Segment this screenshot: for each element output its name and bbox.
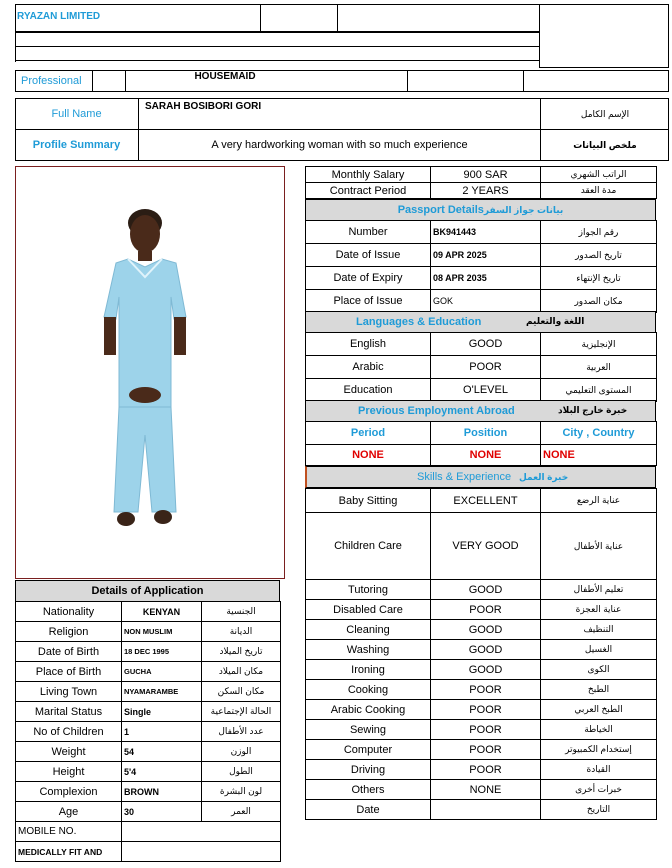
header-box-3: [337, 4, 540, 32]
issue-date-ar: تاريخ الصدور: [541, 244, 657, 267]
skill-value: POOR: [431, 720, 541, 740]
app-label: Weight: [16, 742, 122, 762]
app-ar: مكان السكن: [202, 682, 281, 702]
rule: [15, 46, 540, 47]
employment-table: [305, 421, 657, 466]
employment-header: [305, 400, 656, 422]
english-label: English: [306, 333, 431, 356]
passport-header: [305, 199, 656, 221]
app-label: Religion: [16, 622, 122, 642]
skill-ar: خبرات أخرى: [541, 780, 657, 800]
contract-value: 2 YEARS: [431, 183, 541, 199]
profile-ar: ملخص البيانات: [573, 139, 637, 150]
skill-value: GOOD: [431, 620, 541, 640]
app-ar: الديانة: [202, 622, 281, 642]
education-value: O'LEVEL: [431, 379, 541, 402]
skill-value: GOOD: [431, 640, 541, 660]
skill-ar: عناية العجزة: [541, 600, 657, 620]
profession-box-5: [523, 70, 669, 92]
skill-label: Baby Sitting: [306, 489, 431, 513]
salary-label: Monthly Salary: [306, 167, 431, 183]
passport-title: Passport Details: [397, 204, 484, 216]
medical-value: [122, 842, 281, 862]
medical-label: MEDICALLY FIT AND: [16, 842, 122, 862]
skill-value: EXCELLENT: [431, 489, 541, 513]
passport-number-label: Number: [306, 221, 431, 244]
english-ar: الإنجليزية: [541, 333, 657, 356]
app-label: Complexion: [16, 782, 122, 802]
salary-table: [305, 166, 657, 199]
skill-value: POOR: [431, 680, 541, 700]
app-label: Nationality: [16, 602, 122, 622]
arabic-value: POOR: [431, 356, 541, 379]
arabic-ar: العربية: [541, 356, 657, 379]
contract-label: Contract Period: [306, 183, 431, 199]
languages-title: Languages & Education: [356, 316, 482, 328]
app-ar: لون البشرة: [202, 782, 281, 802]
expiry-date: 08 APR 2035: [431, 267, 541, 290]
skill-ar: الطبخ العربي: [541, 700, 657, 720]
skill-value: POOR: [431, 600, 541, 620]
skill-ar: الطبخ: [541, 680, 657, 700]
contract-ar: مدة العقد: [541, 183, 657, 199]
skill-ar: الغسيل: [541, 640, 657, 660]
employment-title: Previous Employment Abroad: [358, 405, 515, 417]
passport-table: [305, 220, 657, 313]
rule: [15, 32, 16, 62]
header-box-right: [539, 4, 669, 68]
skill-value: POOR: [431, 700, 541, 720]
profession-label: Professional: [21, 75, 82, 87]
skills-title: Skills & Experience: [417, 471, 512, 483]
passport-number: BK941443: [431, 221, 541, 244]
education-ar: المستوى التعليمي: [541, 379, 657, 402]
skill-ar: تعليم الأطفال: [541, 580, 657, 600]
skill-label: Arabic Cooking: [306, 700, 431, 720]
employment-period: NONE: [306, 445, 431, 466]
skill-label: Computer: [306, 740, 431, 760]
skill-label: Tutoring: [306, 580, 431, 600]
skill-value: [431, 800, 541, 820]
skill-value: GOOD: [431, 580, 541, 600]
issue-place-ar: مكان الصدور: [541, 290, 657, 313]
employment-position: NONE: [431, 445, 541, 466]
skill-label: Date: [306, 800, 431, 820]
skill-label: Driving: [306, 760, 431, 780]
skill-ar: التاريخ: [541, 800, 657, 820]
app-ar: الطول: [202, 762, 281, 782]
full-name-ar: الإسم الكامل: [580, 108, 630, 119]
col-city-country: City , Country: [541, 422, 657, 445]
skill-label: Washing: [306, 640, 431, 660]
header-box-2: [260, 4, 338, 32]
languages-title-ar: اللغة والتعليم: [526, 316, 585, 326]
app-value: BROWN: [122, 782, 202, 802]
app-value: NYAMARAMBE: [122, 682, 202, 702]
skill-label: Ironing: [306, 660, 431, 680]
issue-date-label: Date of Issue: [306, 244, 431, 267]
skills-header: [305, 466, 656, 488]
application-table: [15, 601, 281, 862]
app-label: Height: [16, 762, 122, 782]
app-value: 1: [122, 722, 202, 742]
app-label: Age: [16, 802, 122, 822]
app-label: No of Children: [16, 722, 122, 742]
app-ar: تاريخ الميلاد: [202, 642, 281, 662]
rule: [15, 60, 540, 61]
app-label: Marital Status: [16, 702, 122, 722]
rule: [15, 32, 540, 33]
skill-label: Children Care: [306, 513, 431, 580]
app-value: 18 DEC 1995: [122, 642, 202, 662]
app-value: Single: [122, 702, 202, 722]
app-ar: الوزن: [202, 742, 281, 762]
employment-title-ar: خبرة خارج البلاد: [558, 405, 628, 415]
issue-place-label: Place of Issue: [306, 290, 431, 313]
col-position: Position: [431, 422, 541, 445]
skill-value: POOR: [431, 740, 541, 760]
skill-value: VERY GOOD: [431, 513, 541, 580]
mobile-value: [122, 822, 281, 842]
issue-place: GOK: [431, 290, 541, 313]
skill-ar: التنظيف: [541, 620, 657, 640]
skill-ar: إستخدام الكمبيوتر: [541, 740, 657, 760]
app-value: KENYAN: [122, 602, 202, 622]
skill-value: POOR: [431, 760, 541, 780]
app-label: Date of Birth: [16, 642, 122, 662]
app-value: 54: [122, 742, 202, 762]
skill-label: Cleaning: [306, 620, 431, 640]
issue-date: 09 APR 2025: [431, 244, 541, 267]
skill-ar: عناية الرضع: [541, 489, 657, 513]
languages-table: [305, 332, 657, 402]
profile-text: A very hardworking woman with so much experience: [211, 139, 468, 151]
skill-ar: الخياطة: [541, 720, 657, 740]
full-name-label: Full Name: [51, 108, 102, 120]
skill-value: NONE: [431, 780, 541, 800]
skills-title-ar: خبرة العمل: [519, 472, 569, 482]
languages-header: [305, 311, 656, 333]
arabic-label: Arabic: [306, 356, 431, 379]
applicant-photo: [16, 167, 284, 578]
app-value: GUCHA: [122, 662, 202, 682]
application-header: Details of Application: [15, 580, 280, 602]
expiry-date-ar: تاريخ الإنتهاء: [541, 267, 657, 290]
profession-value: HOUSEMAID: [194, 70, 256, 82]
mobile-label: MOBILE NO.: [16, 822, 122, 842]
skill-label: Disabled Care: [306, 600, 431, 620]
profession-box-2: [92, 70, 126, 92]
company-name: RYAZAN LIMITED: [17, 10, 101, 22]
app-value: NON MUSLIM: [122, 622, 202, 642]
salary-value: 900 SAR: [431, 167, 541, 183]
english-value: GOOD: [431, 333, 541, 356]
skill-ar: الكوى: [541, 660, 657, 680]
profile-label: Profile Summary: [32, 139, 121, 151]
skill-value: GOOD: [431, 660, 541, 680]
app-label: Place of Birth: [16, 662, 122, 682]
app-ar: العمر: [202, 802, 281, 822]
profession-box-4: [407, 70, 524, 92]
employment-city: NONE: [541, 445, 657, 466]
app-value: 5'4: [122, 762, 202, 782]
skill-ar: عناية الأطفال: [541, 513, 657, 580]
app-ar: الحالة الإجتماعية: [202, 702, 281, 722]
app-ar: الجنسية: [202, 602, 281, 622]
col-period: Period: [306, 422, 431, 445]
expiry-date-label: Date of Expiry: [306, 267, 431, 290]
passport-number-ar: رقم الجواز: [541, 221, 657, 244]
skill-label: Others: [306, 780, 431, 800]
app-ar: مكان الميلاد: [202, 662, 281, 682]
skill-label: Cooking: [306, 680, 431, 700]
salary-ar: الراتب الشهري: [541, 167, 657, 183]
passport-title-ar: بيانات جواز السفر: [483, 204, 564, 215]
app-ar: عدد الأطفال: [202, 722, 281, 742]
skill-ar: القيادة: [541, 760, 657, 780]
skills-table: [305, 488, 657, 820]
education-label: Education: [306, 379, 431, 402]
app-label: Living Town: [16, 682, 122, 702]
skill-label: Sewing: [306, 720, 431, 740]
full-name-value: SARAH BOSIBORI GORI: [145, 101, 262, 112]
app-value: 30: [122, 802, 202, 822]
